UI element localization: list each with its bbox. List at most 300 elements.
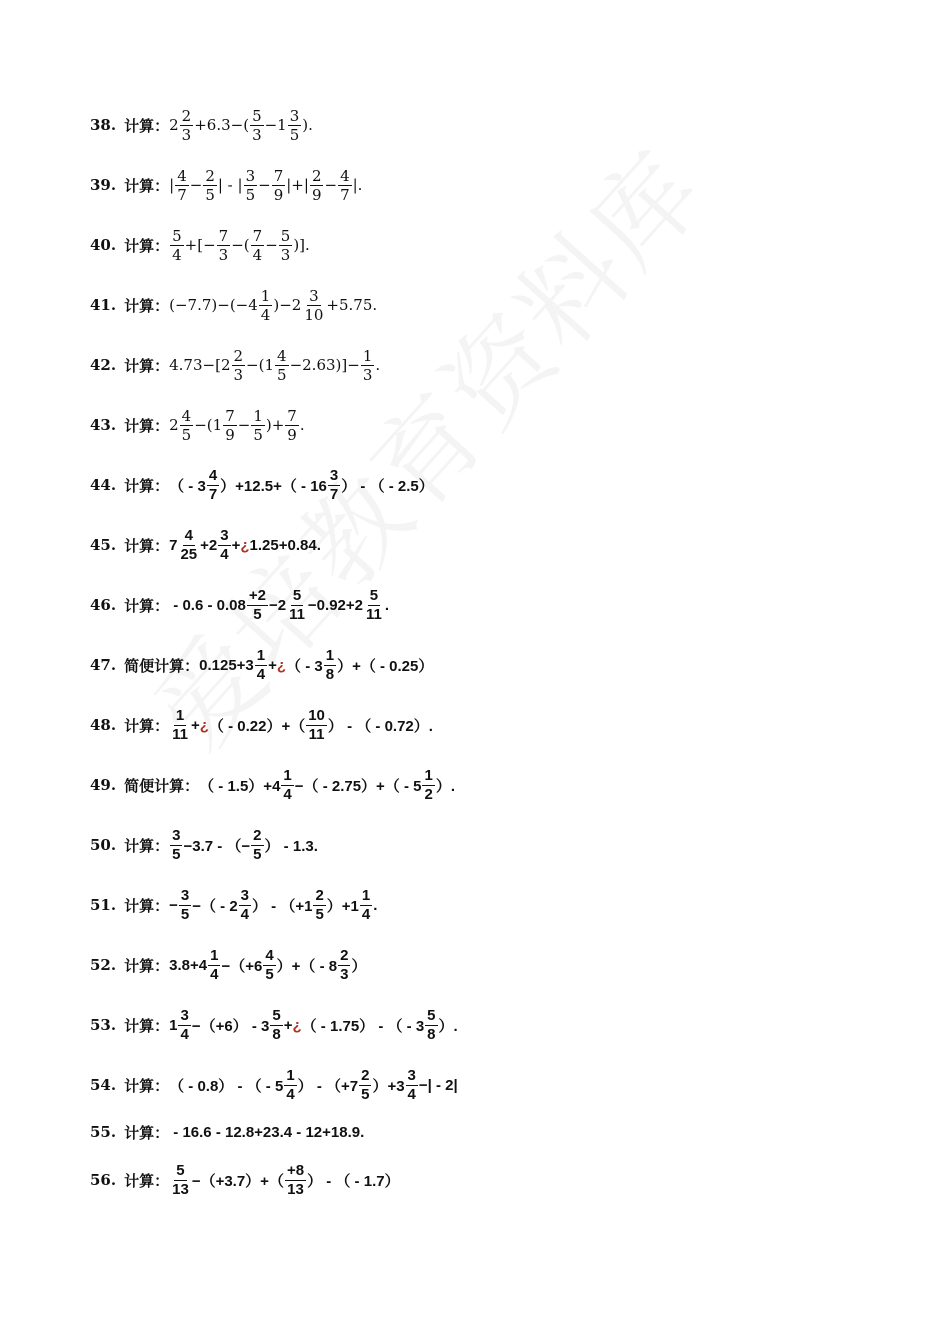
fraction bbox=[218, 527, 230, 564]
fraction-denominator: 3 bbox=[181, 125, 192, 144]
fraction-denominator: 4 bbox=[252, 245, 263, 264]
expression-text: −2 bbox=[268, 596, 287, 614]
fraction-numerator: 1 bbox=[361, 886, 371, 904]
expression-text: ）. bbox=[435, 777, 455, 795]
expression-text: −（+6 bbox=[221, 957, 263, 975]
fraction bbox=[284, 1067, 296, 1104]
fraction-numerator: 3 bbox=[172, 826, 181, 844]
problem-number: 56. bbox=[90, 1171, 117, 1189]
problem-label: 计算： bbox=[124, 356, 170, 375]
fraction-denominator: 4 bbox=[180, 1025, 189, 1043]
fraction-denominator: 8 bbox=[272, 1025, 281, 1043]
fraction-numerator: 1 bbox=[283, 766, 292, 784]
fraction-denominator: 9 bbox=[311, 185, 322, 204]
fraction-numerator: 3 bbox=[180, 1006, 189, 1024]
fraction bbox=[203, 167, 217, 204]
fraction bbox=[306, 707, 327, 744]
fraction-numerator: 2 bbox=[181, 106, 192, 125]
fraction-denominator: 2 bbox=[424, 785, 433, 803]
fraction-denominator: 5 bbox=[253, 605, 262, 623]
fraction-numerator: 2 bbox=[340, 946, 349, 964]
expression-text: ）+1 bbox=[326, 897, 359, 915]
problem-number: 44. bbox=[90, 476, 117, 494]
expression-text: . bbox=[373, 896, 378, 914]
expression-text: −（+6） - 3 bbox=[191, 1017, 270, 1035]
problem-expression bbox=[169, 167, 362, 204]
expression-text: +5.75. bbox=[326, 296, 378, 314]
problem-item bbox=[90, 815, 318, 875]
fraction-denominator: 11 bbox=[289, 605, 305, 623]
fraction-denominator: 5 bbox=[253, 425, 263, 444]
expression-text: −0.92+2 bbox=[307, 596, 363, 614]
fraction bbox=[364, 587, 384, 624]
expression-text: −3.7 - （− bbox=[183, 837, 251, 855]
fraction-numerator: 5 bbox=[172, 226, 182, 245]
problem-label: 简便计算： bbox=[124, 656, 200, 675]
fraction bbox=[275, 347, 289, 384]
problem-number: 41. bbox=[90, 296, 117, 314]
fraction-denominator: 9 bbox=[273, 185, 284, 204]
fraction bbox=[338, 167, 352, 204]
expression-text: +2 bbox=[200, 536, 218, 554]
fraction-numerator: 3 bbox=[245, 166, 256, 185]
fraction-numerator: 5 bbox=[292, 586, 302, 604]
fraction-denominator: 7 bbox=[340, 185, 350, 204]
problem-expression bbox=[169, 527, 321, 564]
fraction bbox=[281, 767, 293, 804]
fraction-numerator: 5 bbox=[369, 586, 379, 604]
problem-label: 计算： bbox=[124, 896, 170, 915]
fraction bbox=[361, 347, 375, 384]
problem-item bbox=[90, 515, 321, 575]
expression-text: （ - 0.22）+（ bbox=[208, 717, 306, 735]
fraction-denominator: 5 bbox=[181, 425, 192, 444]
expression-text: - 16.6 - 12.8+23.4 - 12+18.9. bbox=[169, 1123, 365, 1141]
expression-text: ） bbox=[351, 957, 367, 975]
fraction bbox=[178, 1007, 190, 1044]
fraction bbox=[279, 227, 293, 264]
fraction-denominator: 3 bbox=[233, 365, 244, 384]
fraction-numerator: 7 bbox=[218, 226, 229, 245]
fraction-numerator: 7 bbox=[225, 406, 235, 425]
problem-label: 计算： bbox=[124, 1016, 170, 1035]
problem-expression bbox=[169, 1162, 399, 1199]
problem-item bbox=[90, 95, 313, 155]
fraction bbox=[251, 827, 263, 864]
fraction-denominator: 5 bbox=[289, 125, 300, 144]
expression-text: ）+（ - 8 bbox=[276, 957, 338, 975]
fraction bbox=[223, 407, 237, 444]
expression-text: （ - 1.75） - （ - 3 bbox=[301, 1017, 425, 1035]
fraction-denominator: 7 bbox=[177, 185, 187, 204]
fraction bbox=[244, 167, 258, 204]
problem-expression bbox=[169, 287, 377, 324]
fraction-denominator: 9 bbox=[225, 425, 235, 444]
expression-text: 1.25+0.84. bbox=[249, 536, 321, 554]
fraction bbox=[422, 767, 434, 804]
problem-item bbox=[90, 455, 434, 515]
fraction-numerator: 4 bbox=[265, 946, 274, 964]
fraction-numerator: 2 bbox=[233, 346, 244, 365]
fraction bbox=[178, 527, 199, 564]
fraction-denominator: 4 bbox=[240, 905, 250, 923]
problem-label: 计算： bbox=[124, 176, 170, 195]
fraction bbox=[232, 347, 246, 384]
problem-expression bbox=[169, 827, 318, 864]
expression-text: − bbox=[324, 176, 338, 194]
fraction-denominator: 7 bbox=[208, 485, 218, 503]
expression-text: - 0.6 - 0.08 bbox=[169, 596, 246, 614]
problem-label: 计算： bbox=[124, 476, 170, 495]
expression-text: |. bbox=[352, 176, 363, 194]
fraction bbox=[170, 227, 184, 264]
fraction-denominator: 7 bbox=[329, 485, 339, 503]
expression-text: )+ bbox=[265, 416, 285, 434]
fraction bbox=[270, 1007, 282, 1044]
problem-item bbox=[90, 1150, 400, 1210]
fraction-numerator: 1 bbox=[210, 946, 219, 964]
fraction-numerator: 5 bbox=[176, 1161, 185, 1179]
expression-text: + bbox=[231, 536, 241, 554]
expression-text: ） - （ - 2.5） bbox=[341, 477, 434, 495]
fraction bbox=[255, 647, 267, 684]
problem-expression bbox=[199, 647, 433, 684]
fraction-numerator: 5 bbox=[272, 1006, 281, 1024]
expression-text: − bbox=[258, 176, 271, 194]
fraction-numerator: 1 bbox=[286, 1066, 295, 1084]
expression-text: 7 bbox=[169, 536, 178, 554]
fraction-denominator: 13 bbox=[172, 1180, 189, 1198]
fraction-denominator: 3 bbox=[362, 365, 373, 384]
problem-item bbox=[90, 935, 366, 995]
fraction bbox=[175, 167, 189, 204]
expression-text: − bbox=[189, 176, 203, 194]
expression-text: )]. bbox=[293, 236, 310, 254]
problem-number: 49. bbox=[90, 776, 117, 794]
expression-text: ）+12.5+（ - 16 bbox=[220, 477, 327, 495]
fraction-numerator: 1 bbox=[256, 646, 266, 664]
problem-number: 53. bbox=[90, 1016, 117, 1034]
problem-number: 54. bbox=[90, 1076, 117, 1094]
fraction bbox=[251, 227, 265, 264]
expression-text: |+| bbox=[286, 176, 309, 194]
problem-item bbox=[90, 395, 305, 455]
fraction-numerator: +8 bbox=[286, 1161, 305, 1179]
fraction-denominator: 4 bbox=[361, 905, 371, 923]
fraction-numerator: 2 bbox=[311, 166, 322, 185]
fraction bbox=[239, 887, 251, 924]
fraction-numerator: 7 bbox=[273, 166, 284, 185]
fraction bbox=[170, 1162, 191, 1199]
expression-text: ） - （+7 bbox=[297, 1077, 359, 1095]
problem-label: 计算： bbox=[124, 716, 170, 735]
fraction-numerator: 3 bbox=[220, 526, 229, 544]
fraction bbox=[359, 1067, 371, 1104]
fraction bbox=[310, 167, 324, 204]
problem-expression bbox=[169, 407, 304, 444]
problem-label: 计算： bbox=[124, 956, 170, 975]
expression-text: （ - 0.8） - （ - 5 bbox=[169, 1077, 284, 1095]
fraction-denominator: 11 bbox=[172, 725, 188, 743]
problem-number: 55. bbox=[90, 1123, 117, 1141]
fraction-denominator: 4 bbox=[407, 1085, 416, 1103]
expression-text: ） - （ - 1.7） bbox=[307, 1172, 400, 1190]
problem-item bbox=[90, 275, 377, 335]
fraction-denominator: 5 bbox=[180, 905, 190, 923]
fraction-numerator: 4 bbox=[184, 526, 193, 544]
fraction bbox=[251, 407, 265, 444]
expression-text: ） - （+1 bbox=[252, 897, 313, 915]
expression-text: 4.73−[2 bbox=[169, 356, 231, 374]
fraction-denominator: 25 bbox=[180, 545, 198, 563]
fraction bbox=[338, 947, 350, 984]
expression-text: | - | bbox=[217, 176, 243, 194]
problem-label: 计算： bbox=[124, 236, 170, 255]
problem-expression bbox=[169, 347, 380, 384]
expression-text: − bbox=[237, 416, 251, 434]
fraction bbox=[406, 1067, 418, 1104]
expression-text: 2 bbox=[169, 116, 179, 134]
fraction bbox=[313, 887, 325, 924]
expression-text: 2 bbox=[169, 416, 179, 434]
fraction-numerator: 1 bbox=[175, 706, 185, 724]
problem-number: 38. bbox=[90, 116, 117, 134]
expression-text: −（+3.7）+（ bbox=[191, 1172, 284, 1190]
problem-expression bbox=[169, 1007, 458, 1044]
problem-number: 47. bbox=[90, 656, 117, 674]
problem-number: 48. bbox=[90, 716, 117, 734]
expression-text: +[− bbox=[184, 236, 216, 254]
fraction bbox=[324, 647, 336, 684]
expression-text: −2.63)]− bbox=[289, 356, 360, 374]
fraction-denominator: 4 bbox=[286, 1085, 295, 1103]
fraction-denominator: 4 bbox=[210, 965, 219, 983]
expression-text: −(1 bbox=[194, 416, 223, 434]
fraction bbox=[250, 107, 264, 144]
fraction-denominator: 5 bbox=[245, 185, 256, 204]
fraction bbox=[272, 167, 286, 204]
problem-number: 42. bbox=[90, 356, 117, 374]
fraction-numerator: 1 bbox=[362, 346, 373, 365]
fraction bbox=[425, 1007, 437, 1044]
fraction-numerator: 1 bbox=[253, 406, 263, 425]
problem-expression bbox=[169, 1067, 458, 1104]
expression-text: −| - 2| bbox=[418, 1076, 458, 1094]
fraction bbox=[287, 587, 307, 624]
fraction bbox=[170, 827, 182, 864]
expression-text: （ - 3 bbox=[286, 657, 323, 675]
problem-number: 39. bbox=[90, 176, 117, 194]
fraction-denominator: 3 bbox=[218, 245, 229, 264]
expression-text: + bbox=[190, 716, 200, 734]
expression-text: ） - （ - 0.72）. bbox=[327, 717, 433, 735]
fraction bbox=[247, 587, 268, 624]
fraction-denominator: 4 bbox=[172, 245, 182, 264]
fraction bbox=[259, 287, 273, 324]
expression-text: −(1 bbox=[246, 356, 275, 374]
fraction-numerator: 3 bbox=[289, 106, 300, 125]
fraction-denominator: 4 bbox=[283, 785, 292, 803]
expression-text: −（ - 2.75）+（ - 5 bbox=[294, 777, 422, 795]
problem-label: 计算： bbox=[124, 1171, 170, 1190]
expression-text: − bbox=[169, 896, 178, 914]
fraction-denominator: 11 bbox=[365, 605, 382, 623]
problem-expression bbox=[169, 227, 310, 264]
expression-text: ）+（ - 0.25） bbox=[337, 657, 434, 675]
expression-text: +6.3−( bbox=[194, 116, 250, 134]
expression-text: 1 bbox=[169, 1016, 178, 1034]
expression-text: ） - 1.3. bbox=[264, 837, 318, 855]
fraction-numerator: 7 bbox=[252, 226, 263, 245]
inverted-question-mark: ¿ bbox=[292, 1016, 302, 1034]
fraction-numerator: 4 bbox=[340, 166, 350, 185]
fraction-denominator: 5 bbox=[205, 185, 215, 204]
problem-number: 52. bbox=[90, 956, 117, 974]
problem-item bbox=[90, 215, 310, 275]
problem-expression bbox=[169, 467, 434, 504]
problem-number: 46. bbox=[90, 596, 117, 614]
expression-text: )−2 bbox=[273, 296, 302, 314]
fraction-numerator: 4 bbox=[181, 406, 192, 425]
problem-label: 计算： bbox=[124, 836, 170, 855]
problem-number: 50. bbox=[90, 836, 117, 854]
fraction-denominator: 3 bbox=[252, 125, 262, 144]
inverted-question-mark: ¿ bbox=[240, 536, 250, 554]
problem-expression bbox=[169, 107, 313, 144]
problem-label: 计算： bbox=[124, 416, 170, 435]
problem-label: 计算： bbox=[124, 536, 170, 555]
fraction bbox=[328, 467, 340, 504]
expression-text: + bbox=[268, 656, 277, 674]
fraction-denominator: 5 bbox=[277, 365, 287, 384]
fraction-numerator: 10 bbox=[308, 706, 325, 724]
fraction-denominator: 3 bbox=[280, 245, 291, 264]
problem-label: 计算： bbox=[124, 116, 170, 135]
problem-expression bbox=[169, 707, 433, 744]
fraction-denominator: 10 bbox=[304, 305, 324, 324]
fraction bbox=[170, 707, 190, 744]
problem-item bbox=[90, 635, 433, 695]
expression-text: ）+3 bbox=[372, 1077, 405, 1095]
problem-item bbox=[90, 875, 377, 935]
fraction-denominator: 4 bbox=[260, 305, 271, 324]
fraction-denominator: 9 bbox=[287, 425, 297, 444]
fraction-numerator: +2 bbox=[248, 586, 266, 604]
fraction-numerator: 3 bbox=[180, 886, 190, 904]
expression-text: | bbox=[169, 176, 175, 194]
fraction bbox=[217, 227, 231, 264]
expression-text: ). bbox=[302, 116, 313, 134]
expression-text: . bbox=[299, 416, 305, 434]
expression-text: −( bbox=[231, 236, 250, 254]
fraction bbox=[285, 1162, 306, 1199]
fraction-denominator: 4 bbox=[220, 545, 229, 563]
fraction-numerator: 4 bbox=[177, 166, 187, 185]
fraction bbox=[360, 887, 372, 924]
expression-text: (−7.7)−(−4 bbox=[169, 296, 258, 314]
fraction-denominator: 13 bbox=[287, 1180, 304, 1198]
inverted-question-mark: ¿ bbox=[276, 656, 287, 674]
problem-expression bbox=[169, 1124, 364, 1141]
expression-text: . bbox=[384, 596, 390, 614]
fraction bbox=[207, 467, 219, 504]
problem-item bbox=[90, 755, 455, 815]
fraction-denominator: 5 bbox=[265, 965, 274, 983]
problem-number: 51. bbox=[90, 896, 117, 914]
fraction-numerator: 5 bbox=[280, 226, 291, 245]
fraction bbox=[285, 407, 299, 444]
expression-text: 0.125+3 bbox=[199, 656, 254, 674]
fraction-numerator: 5 bbox=[427, 1006, 436, 1024]
problem-expression bbox=[169, 587, 389, 624]
fraction bbox=[302, 287, 325, 324]
fraction bbox=[180, 407, 194, 444]
fraction-numerator: 4 bbox=[208, 466, 218, 484]
fraction-numerator: 3 bbox=[240, 886, 250, 904]
problem-item bbox=[90, 575, 389, 635]
problem-label: 简便计算： bbox=[124, 776, 200, 795]
fraction-numerator: 7 bbox=[287, 406, 297, 425]
fraction-denominator: 5 bbox=[172, 845, 181, 863]
problem-item bbox=[90, 995, 458, 1055]
fraction-denominator: 4 bbox=[256, 665, 266, 683]
fraction-numerator: 3 bbox=[329, 466, 339, 484]
fraction-denominator: 3 bbox=[340, 965, 349, 983]
expression-text: 3.8+4 bbox=[169, 956, 208, 974]
fraction-numerator: 3 bbox=[309, 286, 319, 305]
expression-text: （ - 1.5）+4 bbox=[199, 777, 281, 795]
expression-text: ）. bbox=[438, 1017, 458, 1035]
problem-expression bbox=[169, 887, 377, 924]
fraction-numerator: 2 bbox=[253, 826, 262, 844]
fraction-denominator: 5 bbox=[315, 905, 324, 923]
fraction bbox=[263, 947, 275, 984]
problem-number: 45. bbox=[90, 536, 117, 554]
problem-item bbox=[90, 695, 433, 755]
fraction-denominator: 11 bbox=[308, 725, 325, 743]
problem-item bbox=[90, 335, 380, 395]
fraction-numerator: 5 bbox=[252, 106, 262, 125]
fraction-numerator: 4 bbox=[277, 346, 287, 365]
problem-expression bbox=[169, 947, 366, 984]
fraction-numerator: 2 bbox=[205, 166, 215, 185]
problem-label: 计算： bbox=[124, 1076, 170, 1095]
problem-number: 40. bbox=[90, 236, 117, 254]
fraction-numerator: 3 bbox=[407, 1066, 416, 1084]
expression-text: −1 bbox=[264, 116, 287, 134]
inverted-question-mark: ¿ bbox=[199, 716, 209, 734]
expression-text: − bbox=[265, 236, 278, 254]
fraction-numerator: 1 bbox=[325, 646, 335, 664]
problem-expression bbox=[199, 767, 455, 804]
fraction-numerator: 1 bbox=[424, 766, 433, 784]
problem-number: 43. bbox=[90, 416, 117, 434]
fraction bbox=[288, 107, 302, 144]
problem-label: 计算： bbox=[124, 596, 170, 615]
problem-label: 计算： bbox=[124, 1123, 170, 1142]
problem-label: 计算： bbox=[124, 296, 170, 315]
fraction-numerator: 2 bbox=[315, 886, 324, 904]
fraction-denominator: 8 bbox=[427, 1025, 436, 1043]
fraction-denominator: 5 bbox=[361, 1085, 370, 1103]
fraction-numerator: 1 bbox=[260, 286, 271, 305]
expression-text: −（ - 2 bbox=[192, 897, 238, 915]
expression-text: （ - 3 bbox=[169, 477, 206, 495]
expression-text: . bbox=[375, 356, 381, 374]
fraction bbox=[208, 947, 220, 984]
fraction bbox=[179, 887, 191, 924]
fraction bbox=[180, 107, 194, 144]
